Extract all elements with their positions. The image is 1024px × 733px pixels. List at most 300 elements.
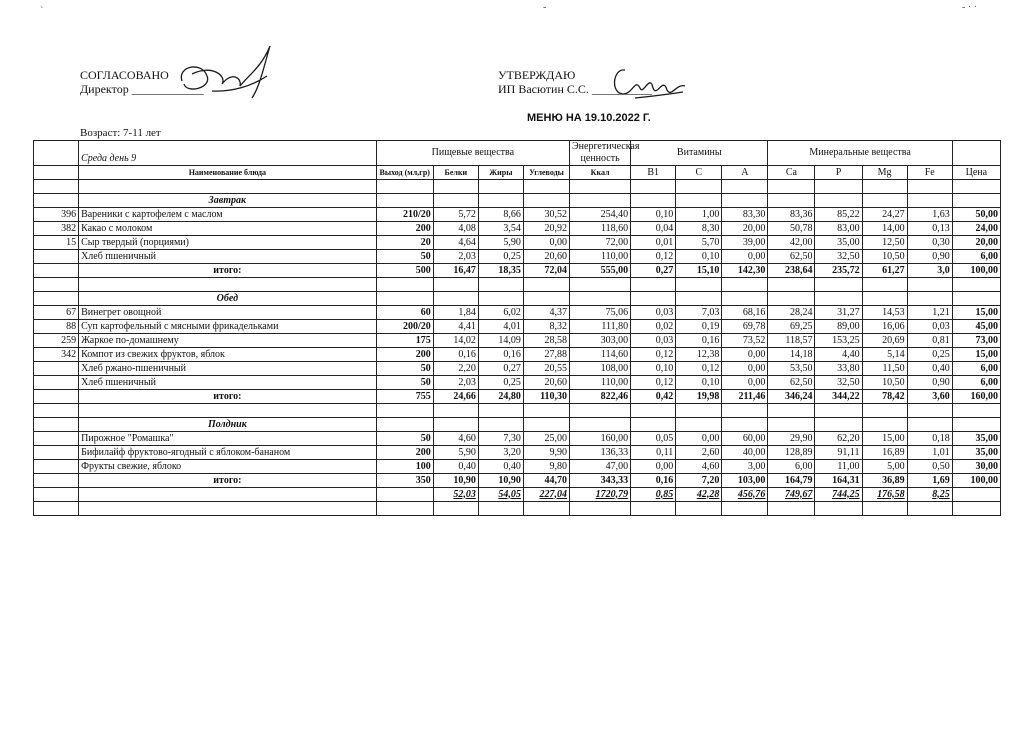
- nutrient-value: 16,89: [862, 446, 907, 460]
- dish-name: Вареники с картофелем с маслом: [79, 208, 377, 222]
- col-fat: Жиры: [478, 166, 523, 180]
- nutrient-value: 7,03: [676, 306, 722, 320]
- nutrient-value: 0,12: [676, 362, 722, 376]
- dish-output: 100: [376, 460, 433, 474]
- total-label: итого:: [79, 474, 377, 488]
- nutrient-value: 118,57: [768, 334, 815, 348]
- recipe-number: [34, 446, 79, 460]
- nutrient-value: 85,22: [815, 208, 862, 222]
- empty-cell: [478, 278, 523, 292]
- total-value: 822,46: [570, 390, 631, 404]
- grand-total-value: 8,25: [907, 488, 952, 502]
- dish-price: 20,00: [952, 236, 1000, 250]
- empty-cell: [815, 194, 862, 208]
- nutrient-value: 108,00: [570, 362, 631, 376]
- nutrient-value: 35,00: [815, 236, 862, 250]
- total-value: 16,47: [433, 264, 478, 278]
- nutrient-value: 0,90: [907, 250, 952, 264]
- nutrient-value: 6,02: [478, 306, 523, 320]
- section-row: [34, 292, 1001, 306]
- grand-total-value: 456,76: [722, 488, 768, 502]
- nutrient-value: 20,60: [523, 376, 569, 390]
- nutrient-value: 11,50: [862, 362, 907, 376]
- recipe-number: 396: [34, 208, 79, 222]
- dish-output: 50: [376, 432, 433, 446]
- empty-cell: [722, 404, 768, 418]
- dish-output: 20: [376, 236, 433, 250]
- total-value: 164,31: [815, 474, 862, 488]
- nutrient-value: 0,19: [676, 320, 722, 334]
- nutrient-value: 62,50: [768, 376, 815, 390]
- nutrient-value: 0,18: [907, 432, 952, 446]
- nutrient-value: 42,00: [768, 236, 815, 250]
- empty-cell: [862, 404, 907, 418]
- nutrient-value: 20,55: [523, 362, 569, 376]
- total-value: 3,60: [907, 390, 952, 404]
- nutrient-value: 0,40: [907, 362, 952, 376]
- empty-cell: [376, 180, 433, 194]
- empty-cell: [952, 194, 1000, 208]
- nutrient-value: 111,80: [570, 320, 631, 334]
- total-value: 164,79: [768, 474, 815, 488]
- nutrient-value: 4,01: [478, 320, 523, 334]
- nutrient-value: 14,09: [478, 334, 523, 348]
- scan-mark: `: [40, 6, 44, 17]
- total-price: 100,00: [952, 474, 1000, 488]
- empty-cell: [907, 404, 952, 418]
- empty-cell: [722, 194, 768, 208]
- dish-name: Винегрет овощной: [79, 306, 377, 320]
- nutrient-value: 39,00: [722, 236, 768, 250]
- nutrient-value: 136,33: [570, 446, 631, 460]
- table-row: [34, 334, 1001, 348]
- nutrient-value: 89,00: [815, 320, 862, 334]
- nutrient-value: 20,92: [523, 222, 569, 236]
- nutrient-value: 1,84: [433, 306, 478, 320]
- dish-output: 210/20: [376, 208, 433, 222]
- nutrient-value: 1,63: [907, 208, 952, 222]
- nutrient-value: 4,40: [815, 348, 862, 362]
- total-value: 3,0: [907, 264, 952, 278]
- empty-cell: [862, 292, 907, 306]
- dish-price: 6,00: [952, 250, 1000, 264]
- empty-cell: [631, 502, 676, 516]
- nutrient-value: 50,78: [768, 222, 815, 236]
- section-row: [34, 194, 1001, 208]
- nutrient-value: 0,10: [631, 362, 676, 376]
- spacer-row: [34, 180, 1001, 194]
- total-value: 72,04: [523, 264, 569, 278]
- empty-cell: [722, 502, 768, 516]
- empty-cell: [676, 404, 722, 418]
- empty-cell: [433, 292, 478, 306]
- total-value: 344,22: [815, 390, 862, 404]
- col-b1: B1: [631, 166, 676, 180]
- empty-cell: [952, 292, 1000, 306]
- table-row: [34, 446, 1001, 460]
- total-value: 18,35: [478, 264, 523, 278]
- nutrient-value: 11,00: [815, 460, 862, 474]
- empty-cell: [79, 488, 377, 502]
- empty-cell: [676, 418, 722, 432]
- nutrient-value: 16,06: [862, 320, 907, 334]
- total-value: 0,27: [631, 264, 676, 278]
- empty-cell: [631, 292, 676, 306]
- empty-cell: [570, 292, 631, 306]
- dish-output: 175: [376, 334, 433, 348]
- dish-output: 200: [376, 348, 433, 362]
- dish-price: 73,00: [952, 334, 1000, 348]
- total-value: 235,72: [815, 264, 862, 278]
- nutrient-value: 83,30: [722, 208, 768, 222]
- empty-cell: [907, 278, 952, 292]
- dish-price: 45,00: [952, 320, 1000, 334]
- empty-cell: [907, 502, 952, 516]
- empty-cell: [907, 194, 952, 208]
- empty-cell: [433, 180, 478, 194]
- empty-cell: [862, 180, 907, 194]
- empty-cell: [676, 180, 722, 194]
- dish-price: 15,00: [952, 306, 1000, 320]
- total-value: 1,69: [907, 474, 952, 488]
- col-carbs: Углеводы: [523, 166, 569, 180]
- nutrient-value: 0,12: [631, 376, 676, 390]
- empty-cell: [952, 488, 1000, 502]
- empty-cell: [433, 404, 478, 418]
- empty-cell: [722, 292, 768, 306]
- empty-cell: [433, 502, 478, 516]
- empty-cell: [862, 502, 907, 516]
- day-label: Среда день 9: [79, 141, 377, 166]
- total-row: [34, 474, 1001, 488]
- approve-title: УТВЕРЖДАЮ: [498, 68, 576, 82]
- empty-cell: [815, 502, 862, 516]
- empty-cell: [478, 404, 523, 418]
- grand-total-value: 176,58: [862, 488, 907, 502]
- empty-cell: [631, 278, 676, 292]
- nutrient-value: 110,00: [570, 376, 631, 390]
- nutrient-value: 8,32: [523, 320, 569, 334]
- total-value: 103,00: [722, 474, 768, 488]
- total-output: 755: [376, 390, 433, 404]
- dish-output: 60: [376, 306, 433, 320]
- empty-cell: [34, 278, 79, 292]
- nutrient-value: 2,03: [433, 376, 478, 390]
- section-title: Завтрак: [79, 194, 377, 208]
- total-value: 142,30: [722, 264, 768, 278]
- empty-cell: [433, 278, 478, 292]
- empty-cell: [570, 404, 631, 418]
- section-title: Полдник: [79, 418, 377, 432]
- table-row: [34, 460, 1001, 474]
- empty-cell: [34, 390, 79, 404]
- total-output: 350: [376, 474, 433, 488]
- empty-cell: [570, 418, 631, 432]
- total-value: 555,00: [570, 264, 631, 278]
- empty-cell: [676, 502, 722, 516]
- empty-cell: [815, 278, 862, 292]
- total-value: 343,33: [570, 474, 631, 488]
- empty-cell: [523, 180, 569, 194]
- recipe-number: 382: [34, 222, 79, 236]
- dish-price: 24,00: [952, 222, 1000, 236]
- total-value: 238,64: [768, 264, 815, 278]
- empty-cell: [433, 194, 478, 208]
- nutrient-value: 30,52: [523, 208, 569, 222]
- empty-cell: [722, 418, 768, 432]
- empty-cell: [862, 418, 907, 432]
- nutrient-value: 0,11: [631, 446, 676, 460]
- empty-cell: [376, 278, 433, 292]
- nutrient-value: 0,04: [631, 222, 676, 236]
- total-label: итого:: [79, 390, 377, 404]
- scan-mark: - · ·: [962, 2, 977, 13]
- total-value: 110,30: [523, 390, 569, 404]
- empty-cell: [862, 194, 907, 208]
- nutrient-value: 28,24: [768, 306, 815, 320]
- empty-cell: [523, 502, 569, 516]
- total-row: [34, 264, 1001, 278]
- nutrient-value: 15,00: [862, 432, 907, 446]
- total-value: 24,80: [478, 390, 523, 404]
- empty-cell: [722, 180, 768, 194]
- empty-cell: [570, 278, 631, 292]
- nutrient-value: 68,16: [722, 306, 768, 320]
- col-out: Выход (мл,гр): [376, 166, 433, 180]
- nutrient-value: 3,00: [722, 460, 768, 474]
- director-signature: [172, 36, 292, 106]
- empty-cell: [952, 278, 1000, 292]
- table-row: [34, 320, 1001, 334]
- total-value: 44,70: [523, 474, 569, 488]
- empty-cell: [815, 404, 862, 418]
- col-kcal: Ккал: [570, 166, 631, 180]
- empty-cell: [631, 404, 676, 418]
- empty-cell: [79, 278, 377, 292]
- table-row: [34, 222, 1001, 236]
- empty-cell: [478, 502, 523, 516]
- dish-output: 200: [376, 446, 433, 460]
- nutrient-value: 0,30: [907, 236, 952, 250]
- nutrient-value: 0,25: [478, 250, 523, 264]
- empty-cell: [34, 404, 79, 418]
- empty-cell: [570, 180, 631, 194]
- nutrient-value: 0,00: [722, 376, 768, 390]
- empty-cell: [376, 194, 433, 208]
- recipe-number: 342: [34, 348, 79, 362]
- dish-name: Фрукты свежие, яблоко: [79, 460, 377, 474]
- nutrient-value: 20,60: [523, 250, 569, 264]
- nutrient-value: 0,00: [631, 460, 676, 474]
- spacer-row: [34, 278, 1001, 292]
- empty-cell: [768, 194, 815, 208]
- dish-name: Суп картофельный с мясными фрикадельками: [79, 320, 377, 334]
- empty-cell: [815, 180, 862, 194]
- grand-total-row: [34, 488, 1001, 502]
- empty-cell: [79, 404, 377, 418]
- nutrient-value: 10,50: [862, 376, 907, 390]
- dish-name: Хлеб пшеничный: [79, 376, 377, 390]
- nutrient-value: 0,16: [676, 334, 722, 348]
- empty-cell: [34, 264, 79, 278]
- nutrient-value: 0,02: [631, 320, 676, 334]
- section-title: Обед: [79, 292, 377, 306]
- col-ca: Ca: [768, 166, 815, 180]
- nutrient-value: 83,00: [815, 222, 862, 236]
- total-value: 10,90: [433, 474, 478, 488]
- empty-cell: [676, 292, 722, 306]
- dish-output: 200: [376, 222, 433, 236]
- empty-cell: [478, 292, 523, 306]
- nutrient-value: 3,54: [478, 222, 523, 236]
- nutrient-value: 20,69: [862, 334, 907, 348]
- dish-price: 6,00: [952, 376, 1000, 390]
- nutrient-value: 0,40: [433, 460, 478, 474]
- nutrient-value: 0,90: [907, 376, 952, 390]
- empty-cell: [631, 180, 676, 194]
- empty-cell: [907, 418, 952, 432]
- nutrient-value: 0,16: [433, 348, 478, 362]
- nutrient-value: 0,27: [478, 362, 523, 376]
- nutrient-value: 0,12: [631, 250, 676, 264]
- nutrient-value: 5,70: [676, 236, 722, 250]
- table-row: [34, 208, 1001, 222]
- empty-cell: [34, 180, 79, 194]
- nutrient-value: 5,00: [862, 460, 907, 474]
- nutrient-value: 4,60: [433, 432, 478, 446]
- nutrient-value: 33,80: [815, 362, 862, 376]
- col-protein: Белки: [433, 166, 478, 180]
- nutrient-value: 0,03: [631, 306, 676, 320]
- nutrient-value: 3,20: [478, 446, 523, 460]
- nutrient-value: 8,30: [676, 222, 722, 236]
- nutrient-value: 4,41: [433, 320, 478, 334]
- dish-name: Хлеб пшеничный: [79, 250, 377, 264]
- empty-cell: [34, 474, 79, 488]
- empty-cell: [768, 278, 815, 292]
- nutrient-value: 1,00: [676, 208, 722, 222]
- empty-cell: [523, 404, 569, 418]
- dish-name: Какао с молоком: [79, 222, 377, 236]
- nutrient-value: 14,02: [433, 334, 478, 348]
- total-value: 36,89: [862, 474, 907, 488]
- nutrient-value: 9,80: [523, 460, 569, 474]
- grand-total-value: 54,05: [478, 488, 523, 502]
- dish-price: 30,00: [952, 460, 1000, 474]
- nutrient-value: 0,12: [631, 348, 676, 362]
- total-price: 160,00: [952, 390, 1000, 404]
- nutrient-value: 5,72: [433, 208, 478, 222]
- dish-output: 50: [376, 362, 433, 376]
- group-energy: Энергетическая ценность: [570, 141, 631, 166]
- nutrient-value: 0,10: [676, 250, 722, 264]
- menu-table: [33, 140, 1001, 516]
- recipe-number: [34, 250, 79, 264]
- dish-name: Хлеб ржано-пшеничный: [79, 362, 377, 376]
- empty-cell: [815, 292, 862, 306]
- nutrient-value: 5,90: [433, 446, 478, 460]
- col-c: C: [676, 166, 722, 180]
- grand-total-value: 749,67: [768, 488, 815, 502]
- nutrient-value: 128,89: [768, 446, 815, 460]
- empty-cell: [570, 194, 631, 208]
- empty-cell: [376, 418, 433, 432]
- empty-cell: [478, 180, 523, 194]
- table-row: [34, 306, 1001, 320]
- empty-cell: [376, 488, 433, 502]
- total-value: 15,10: [676, 264, 722, 278]
- nutrient-value: 0,00: [722, 362, 768, 376]
- empty-cell: [907, 180, 952, 194]
- grand-total-value: 227,04: [523, 488, 569, 502]
- header-row-groups: [34, 141, 1001, 166]
- dish-output: 50: [376, 376, 433, 390]
- nutrient-value: 0,40: [478, 460, 523, 474]
- table-row: [34, 348, 1001, 362]
- empty-cell: [34, 418, 79, 432]
- nutrient-value: 91,11: [815, 446, 862, 460]
- nutrient-value: 31,27: [815, 306, 862, 320]
- spacer-row: [34, 502, 1001, 516]
- nutrient-value: 6,00: [768, 460, 815, 474]
- empty-cell: [676, 194, 722, 208]
- age-label: Возраст: 7-11 лет: [80, 127, 161, 139]
- grand-total-value: 0,85: [631, 488, 676, 502]
- grand-total-value: 744,25: [815, 488, 862, 502]
- nutrient-value: 69,25: [768, 320, 815, 334]
- dish-output: 200/20: [376, 320, 433, 334]
- total-label: итого:: [79, 264, 377, 278]
- empty-cell: [523, 292, 569, 306]
- empty-cell: [433, 418, 478, 432]
- header-row-columns: [34, 166, 1001, 180]
- total-price: 100,00: [952, 264, 1000, 278]
- dish-price: 35,00: [952, 446, 1000, 460]
- total-value: 346,24: [768, 390, 815, 404]
- table-row: [34, 250, 1001, 264]
- nutrient-value: 0,25: [478, 376, 523, 390]
- col-a: A: [722, 166, 768, 180]
- recipe-number: [34, 376, 79, 390]
- nutrient-value: 28,58: [523, 334, 569, 348]
- recipe-number: [34, 362, 79, 376]
- nutrient-value: 4,37: [523, 306, 569, 320]
- nutrient-value: 0,25: [907, 348, 952, 362]
- total-value: 7,20: [676, 474, 722, 488]
- empty-cell: [952, 180, 1000, 194]
- agreed-title: СОГЛАСОВАНО: [80, 68, 169, 82]
- empty-cell: [523, 418, 569, 432]
- nutrient-value: 47,00: [570, 460, 631, 474]
- menu-title: МЕНЮ НА 19.10.2022 Г.: [527, 112, 651, 124]
- nutrient-value: 303,00: [570, 334, 631, 348]
- nutrient-value: 8,66: [478, 208, 523, 222]
- recipe-number: 88: [34, 320, 79, 334]
- total-row: [34, 390, 1001, 404]
- nutrient-value: 69,78: [722, 320, 768, 334]
- nutrient-value: 60,00: [722, 432, 768, 446]
- nutrient-value: 0,81: [907, 334, 952, 348]
- empty-cell: [722, 278, 768, 292]
- nutrient-value: 5,14: [862, 348, 907, 362]
- approver-signature: [605, 58, 695, 103]
- grand-total-value: 42,28: [676, 488, 722, 502]
- total-value: 19,98: [676, 390, 722, 404]
- nutrient-value: 2,60: [676, 446, 722, 460]
- nutrient-value: 0,16: [478, 348, 523, 362]
- recipe-number: 67: [34, 306, 79, 320]
- nutrient-value: 0,50: [907, 460, 952, 474]
